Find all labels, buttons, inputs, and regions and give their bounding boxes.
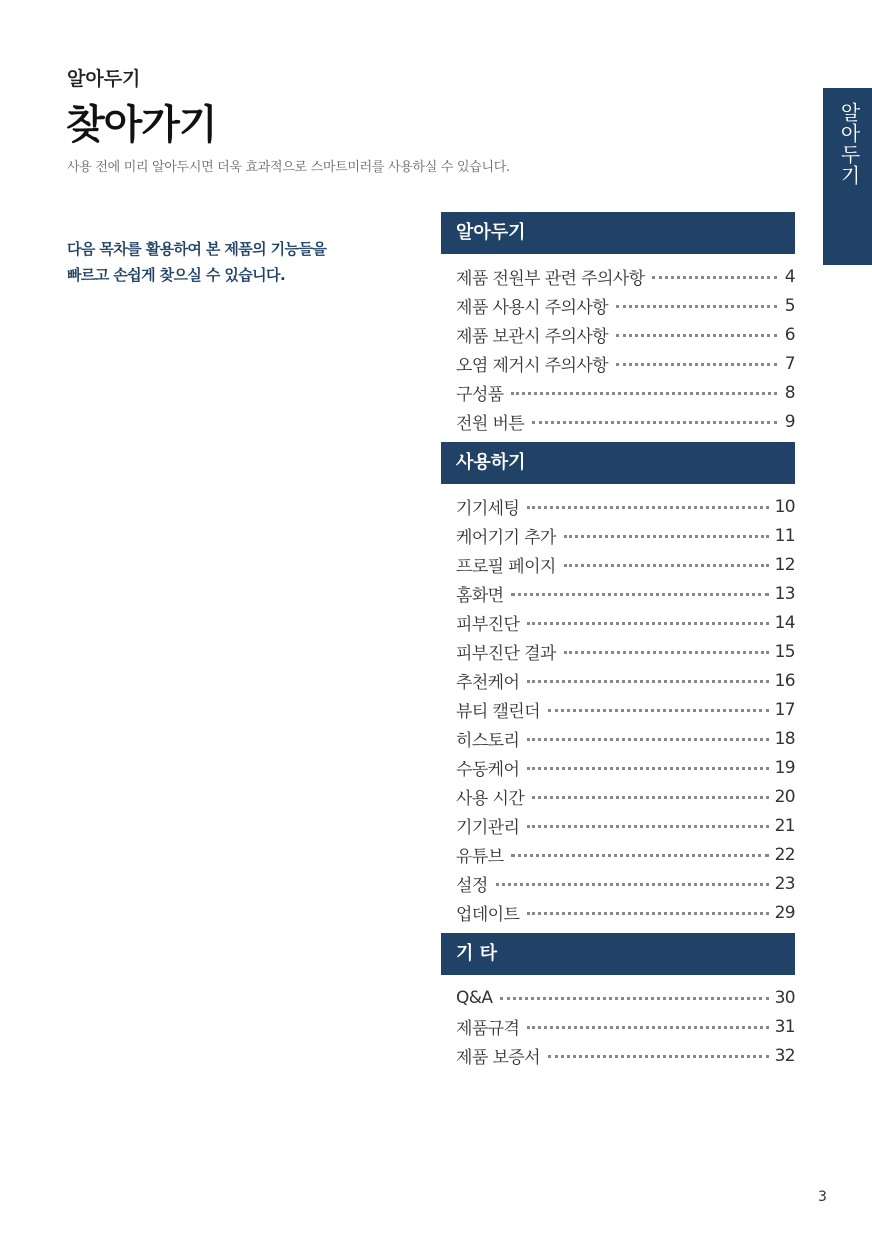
toc-dot-leader (616, 363, 777, 366)
toc-dot-leader (616, 305, 777, 308)
toc-entry[interactable] (441, 637, 795, 666)
toc-entry-label: 뷰티 캘린더 (456, 702, 540, 722)
toc-dot-leader (532, 421, 777, 424)
toc-entry[interactable] (441, 724, 795, 753)
intro-text (67, 236, 407, 288)
toc-entry-page: 11 (774, 525, 795, 546)
toc-section-list (441, 484, 795, 933)
toc-dot-leader (511, 392, 777, 395)
toc-entry[interactable] (441, 1041, 795, 1070)
toc-entry-page: 21 (774, 815, 795, 836)
toc-entry-label: 설정 (456, 876, 488, 896)
toc-dot-leader (564, 564, 769, 567)
toc-section-header: 사용하기 (441, 442, 795, 484)
toc-dot-leader (548, 1055, 769, 1058)
toc-entry-label: 기기관리 (456, 818, 520, 838)
toc-entry-page: 17 (774, 699, 795, 720)
toc-dot-leader (527, 506, 768, 509)
toc-entry-page: 23 (774, 873, 795, 894)
toc-entry-label: 업데이트 (456, 905, 520, 925)
page-title: 찾아가기 (66, 102, 217, 148)
toc-dot-leader (548, 709, 769, 712)
toc-entry[interactable] (441, 840, 795, 869)
toc-entry-label: Q&A (456, 987, 493, 1008)
toc-entry-page: 8 (784, 382, 795, 403)
intro-line-1: 다음 목차를 활용하여 본 제품의 기능들을 (67, 240, 327, 258)
toc-section-list (441, 975, 795, 1076)
toc-entry-label: 히스토리 (456, 731, 520, 751)
toc-entry[interactable] (441, 262, 795, 291)
toc-entry-label: 제품 사용시 주의사항 (456, 298, 609, 318)
side-section-tab-label: 알아두기 (837, 102, 861, 186)
toc-entry-page: 5 (784, 295, 795, 316)
intro-line-2: 빠르고 손쉽게 찾으실 수 있습니다. (67, 266, 286, 284)
toc-dot-leader (532, 796, 768, 799)
toc-entry-label: 제품규격 (456, 1019, 520, 1039)
toc-entry-label: 제품 보관시 주의사항 (456, 327, 609, 347)
toc-section-header: 기 타 (441, 933, 795, 975)
toc-entry-label: 홈화면 (456, 586, 504, 606)
toc-entry[interactable] (441, 869, 795, 898)
side-section-tab (823, 88, 872, 265)
toc-entry[interactable] (441, 608, 795, 637)
toc-entry-page: 19 (774, 757, 795, 778)
toc-dot-leader (527, 622, 768, 625)
toc-entry-page: 9 (784, 411, 795, 432)
toc-entry[interactable] (441, 695, 795, 724)
toc-section-header: 알아두기 (441, 212, 795, 254)
toc-entry-label: 오염 제거시 주의사항 (456, 356, 609, 376)
toc-entry-label: 유튜브 (456, 847, 504, 867)
toc-entry-page: 15 (774, 641, 795, 662)
toc-entry-label: 기기세팅 (456, 499, 520, 519)
toc-entry[interactable] (441, 898, 795, 927)
toc-entry-page: 7 (784, 353, 795, 374)
toc-entry-label: 케어기기 추가 (456, 528, 556, 548)
toc-entry-page: 4 (784, 266, 795, 287)
toc-dot-leader (564, 535, 769, 538)
toc-dot-leader (527, 680, 768, 683)
section-eyebrow: 알아두기 (67, 68, 141, 90)
toc-entry-label: 전원 버튼 (456, 414, 525, 434)
toc-entry-label: 제품 전원부 관련 주의사항 (456, 269, 645, 289)
toc-entry-label: 프로필 페이지 (456, 557, 556, 577)
toc-dot-leader (500, 997, 768, 1000)
toc-entry[interactable] (441, 1012, 795, 1041)
table-of-contents (441, 212, 795, 1076)
toc-entry[interactable] (441, 782, 795, 811)
page-number: 3 (818, 1189, 827, 1205)
toc-dot-leader (527, 912, 768, 915)
toc-entry[interactable] (441, 407, 795, 436)
toc-entry[interactable] (441, 579, 795, 608)
page-subtitle: 사용 전에 미리 알아두시면 더욱 효과적으로 스마트미러를 사용하실 수 있습니다. (67, 160, 510, 175)
toc-dot-leader (511, 854, 768, 857)
toc-dot-leader (496, 883, 769, 886)
toc-entry[interactable] (441, 550, 795, 579)
toc-entry[interactable] (441, 349, 795, 378)
toc-dot-leader (616, 334, 777, 337)
toc-entry[interactable] (441, 983, 795, 1012)
toc-entry-label: 사용 시간 (456, 789, 525, 809)
toc-dot-leader (527, 1026, 768, 1029)
toc-dot-leader (527, 825, 768, 828)
toc-entry-label: 피부진단 (456, 615, 520, 635)
toc-entry-page: 30 (774, 987, 795, 1008)
toc-entry-page: 16 (774, 670, 795, 691)
toc-entry[interactable] (441, 753, 795, 782)
toc-entry[interactable] (441, 811, 795, 840)
toc-entry-page: 31 (774, 1016, 795, 1037)
toc-entry[interactable] (441, 521, 795, 550)
toc-entry[interactable] (441, 320, 795, 349)
toc-section-list (441, 254, 795, 442)
toc-entry-page: 10 (774, 496, 795, 517)
toc-entry-page: 29 (774, 902, 795, 923)
toc-entry[interactable] (441, 378, 795, 407)
toc-dot-leader (527, 767, 768, 770)
toc-entry-label: 피부진단 결과 (456, 644, 556, 664)
toc-dot-leader (652, 276, 777, 279)
toc-entry-label: 구성품 (456, 385, 504, 405)
toc-entry-label: 제품 보증서 (456, 1048, 540, 1068)
toc-entry-page: 32 (774, 1045, 795, 1066)
toc-dot-leader (511, 593, 768, 596)
toc-entry-label: 추천케어 (456, 673, 520, 693)
toc-entry-page: 22 (774, 844, 795, 865)
toc-entry-page: 20 (774, 786, 795, 807)
toc-entry-page: 6 (784, 324, 795, 345)
toc-entry-page: 13 (774, 583, 795, 604)
toc-entry[interactable] (441, 291, 795, 320)
toc-dot-leader (527, 738, 768, 741)
toc-entry[interactable] (441, 492, 795, 521)
toc-entry-page: 12 (774, 554, 795, 575)
toc-entry-page: 18 (774, 728, 795, 749)
toc-entry-label: 수동케어 (456, 760, 520, 780)
toc-dot-leader (564, 651, 769, 654)
toc-entry[interactable] (441, 666, 795, 695)
toc-entry-page: 14 (774, 612, 795, 633)
